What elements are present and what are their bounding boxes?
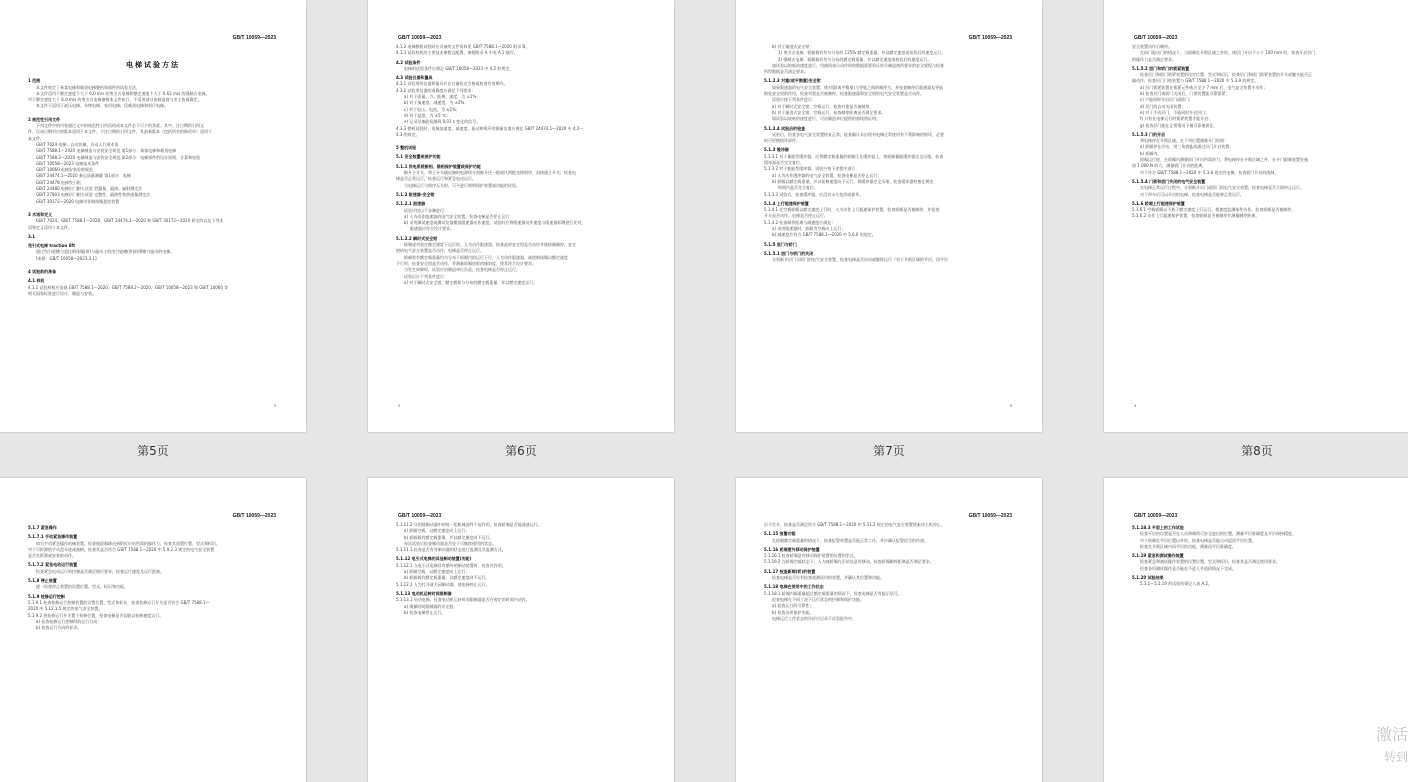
body-line: a) 人为动作限速器的电气安全装置，检查电梯是否停止运行；: [404, 213, 514, 219]
standard-code: GB/T 10059—2023: [398, 35, 442, 41]
body-line: 如试验以较低的速度进行，可由制造单位提供的曲线图证明。: [772, 116, 880, 122]
body-line: 4.1.3 试验样机的主要技术参数及配置，参照附录 A 中表 A.1 填写。: [396, 50, 518, 56]
body-line: a) 测量时间限制器的设定值；: [404, 603, 458, 609]
body-line: 每次试验后检查制动器是否处于可继续使用的状态。: [404, 540, 496, 546]
body-line: 当发生故障时，试验应由制造单位负责，检查电梯是否停止运行。: [404, 267, 520, 273]
activation-watermark: [1376, 724, 1408, 768]
body-line: b) 轿厢以额定载重量，并以检修速度向下运行，将缓冲器完全压缩，检查缓冲器柱塞在规定: [772, 178, 934, 184]
body-line: 5.1.9.1 检查检修运行控制装置的设置位置、型式和标识，检查检修运行开关是否符合 GB/T 7588.1—: [28, 599, 210, 605]
body-line: 5.1.1～5.1.19 的试验结果记入表 A.2。: [1140, 581, 1212, 587]
body-line: a) 人为动作缓冲器的电气安全装置，检查电梯是否停止运行；: [772, 172, 882, 178]
body-line: 试验后，检查各电气安全装置恢复正常，检查确认未出现对电梯正常使用有不利影响的损坏，必要: [772, 131, 944, 137]
body-line: 对于停车后可以开启的电梯，检查电梯是否能够正常运行。: [1140, 191, 1244, 197]
body-line: 下行时，检查安全钳是否动作，并测量轿厢底板的倾斜度，使其符合设计要求。: [396, 260, 536, 266]
body-line: [来源：GB/T 10058—2023,3.1]: [36, 255, 97, 261]
body-line: GB/T 24480 电梯层门耐火试验 泄漏量、隔热、辐射测定法: [36, 186, 143, 192]
body-line: b) 检查层门或轿门关闭后，门锁装置能可靠锁紧；: [1140, 91, 1230, 97]
watermark-line-2: 转到: [1383, 750, 1408, 764]
body-line: 检查层门和轿门锁紧装置的设定位置、型式和标识，检查层门和轿门锁紧装置的开关或触头能否正: [1140, 72, 1312, 78]
page-thumbnail-8[interactable]: [1104, 0, 1408, 432]
body-line: c) 对于电压、电流，为 ±1%；: [404, 106, 460, 112]
body-line: 2020 中 5.12.1.5 规定的电气安全装置。: [28, 606, 103, 612]
body-line: 检查在开锁区域内再平层的功能，测量再平层准确度。: [1140, 543, 1236, 549]
section-heading: 3 术语和定义: [28, 211, 53, 217]
printed-page-number: 2: [398, 403, 401, 408]
spacer: [28, 205, 278, 209]
page-label-8[interactable]: 第8页: [1241, 444, 1273, 458]
standard-code: GB/T 10059—2023: [398, 513, 442, 519]
standard-code: GB/T 10059—2023: [968, 35, 1012, 41]
page-body: [28, 44, 278, 297]
page-body: [764, 44, 1014, 264]
body-line: 5.1.11.3 检查是否有对制动器的状态进行监测及其监测方式。: [396, 547, 506, 553]
body-line: 轿厢运行时，在轿厢内测量轿门开启所需的力，将电梯停在开锁区域之外，在开门限制装置处施: [1140, 157, 1308, 163]
section-heading: 5.1.5.1 层门与轿门的关闭: [764, 250, 814, 256]
body-line: GB/T 7024 电梯、自动扶梯、自动人行道术语: [36, 141, 119, 147]
body-line: 2) 强制式电梯，轿厢载有均匀分布的额定载重量，并以额定速度或检验后的速度运行。: [778, 56, 932, 62]
body-line: GB/T 24478 电梯曳引机: [36, 179, 81, 185]
body-line: 轿厢装有额定载重量均匀分布于轿厢内的运行下行，人为动作限速器，或使钢丝绳以额定速度: [404, 254, 568, 260]
body-line: GB/T 10058—2023 电梯技术条件: [36, 160, 100, 166]
body-line: c) 不能同时开启层门或轿门；: [1140, 97, 1194, 103]
standard-code: GB/T 10059—2023: [1134, 35, 1178, 41]
body-line: 如果限速器的电气安全装置，使对重(或平衡重)与导轨之间的制停力，并检查制停后限速器及导轨: [772, 84, 944, 90]
body-line: 1) 曳引式电梯，轿厢载有均匀分布的 125% 额定载重量，并以额定速度或检验后的速度运行；: [778, 50, 946, 56]
body-line: 将电梯停在开锁区域，在下列位置测量开门时间：: [1140, 138, 1228, 144]
body-line: 对于可拆卸的手动盘车轮或曲柄，检查其是否符合 GB/T 7588.1—2020 中 5.9.2.3 规定的电气安全装置: [28, 546, 215, 552]
section-heading: 5.1.7.2 紧急电动运行装置: [28, 562, 78, 568]
body-line: 缓冲器是否完全复位。: [764, 160, 804, 166]
section-heading: 5.1.5.3 门的开启: [1132, 131, 1166, 137]
body-line: 检查电梯在不同工况下运行状态的控制和保护功能。: [772, 596, 864, 602]
spacer: [396, 138, 646, 142]
body-line: 梯是否正常运行，检查运行和紧急电动运行。: [396, 176, 476, 182]
body-line: b) 轿厢载有额定载重量，以额定速度向下运行。: [404, 575, 490, 581]
body-line: 5.1.9.2 将检修运行开关置于检修位置，检查电梯是否仅能以检修速度运行。: [28, 612, 164, 618]
body-line: 加 1 000 N 的力，测量轿门开启的距离。: [1132, 163, 1207, 169]
spacer: [28, 262, 278, 266]
body-line: 5.1.16.2 在轿厢空载状态下，人为使轿厢在层站处意外移动，检查轿厢制停距离是否满足要求。: [764, 559, 934, 565]
page-thumbnail-12[interactable]: [1104, 478, 1408, 782]
section-heading: 5.1.4 上行超速保护装置: [764, 200, 809, 206]
body-line: a) 对于瞬时式安全钳，空载运行，检查对重是否被制停。: [772, 103, 874, 109]
body-line: a) 采用限速器时，轿厢为空载向上运行；: [772, 226, 846, 232]
page-thumbnail-5[interactable]: [0, 0, 306, 432]
body-line: 在轿厢额定载重量的情况下，检查报警装置是否能正常工作，并应确认报警信号的传递。: [772, 537, 928, 543]
body-line: 检查电梯是否设有检查或测试用的装置，并确认其位置和功能。: [772, 575, 884, 581]
body-line: GB/T 7588.2—2020 电梯制造与安装安全规范 第2部分：电梯部件的设计原则、计算和检验: [36, 154, 201, 160]
body-line: 逐一检查停止装置的设置位置、型式、标识和功能。: [36, 584, 128, 590]
body-line: a) 层门锁紧装置在锁紧元件啮合至少 7 mm 后，电气安全装置才动作；: [1140, 84, 1268, 90]
body-line: 4.3.1 试验用的仪器和量具应在计量检定合格或校准有效期内。: [396, 81, 508, 87]
section-heading: 4.3 试验仪器和量具: [396, 75, 433, 81]
body-line: GB/T 7024、GB/T 7588.1—2020、GB/T 24474.1—2020 和 GB/T 30172—2020 界定的以及下列术: [36, 218, 224, 224]
body-line: b) 检查运行方向的标识。: [36, 625, 82, 631]
section-heading: 5.1.7 紧急操作: [28, 525, 57, 530]
body-line: 4.3.3 整机试验时，电梯加速度、减速度、振动和噪声的测量仪器应满足 GB/T 24474.1—2020 中 4.2～: [396, 125, 584, 131]
body-line: GB/T 30172—2020 电梯用非钢丝绳悬挂装置: [36, 198, 120, 204]
body-line: 断开主开关，将主开关输出端的电源线分别断开任一根或任两根交换相序，再接通主开关，检查电: [404, 170, 576, 176]
section-heading: 5.1.12 电引式电梯的其他制动装置(功能): [396, 556, 472, 562]
body-line: 5.1.4.1 在空载轿厢以额定速度上行时，人为动作上行超速保护装置，检查轿厢是否被制停，并检查: [764, 207, 940, 213]
body-line: b) 轿厢内。: [1140, 150, 1162, 156]
body-line: 所得数据是否满足要求。: [764, 69, 808, 75]
body-line: 本文件适用于额定速度不大于 6.0 m/s 的曳引式电梯和额定速度不大于 0.63 m/s 的强制式电梯。: [36, 90, 210, 96]
body-line: 在轿门驱动门的情况下，当轿厢在开锁区域之外时，使层门开启不小于 100 mm 时，检查开启层门: [1140, 50, 1316, 56]
page-body: [1132, 44, 1382, 220]
section-heading: 5.1.19 紧急和测试操作装置: [1132, 553, 1184, 559]
printed-page-number: 3: [273, 403, 276, 408]
body-line: b) 检查电梯停止运行。: [404, 609, 446, 615]
section-heading: 5.1.3 缓冲器: [764, 147, 789, 153]
section-heading: 4.2 试验条件: [396, 59, 421, 65]
section-heading: 5 整机试验: [396, 145, 417, 151]
section-heading: 5.1.17 检查新厢(轿)的装置: [764, 568, 816, 574]
page-thumbnail-9[interactable]: [0, 478, 306, 782]
body-line: GB/T 7588.1—2020 电梯制造与安装安全规范 第1部分：乘客电梯和载货电梯: [36, 148, 177, 154]
body-line: 5.1.6.1 空载轿厢以不低于额定速度上行运行，使速度监测部件动作，检查轿厢是否被制停。: [1132, 207, 1296, 213]
section-heading: 4.1 样机: [28, 278, 45, 284]
body-line: 本文件不适用于液压电梯、杂物电梯、家用电梯、仅载货电梯和斜行电梯。: [36, 103, 168, 109]
section-heading: 曳引式电梯 traction lift: [28, 243, 76, 249]
body-line: b) 轿厢载有额定载重量，并以额定速度向下运行。: [404, 534, 494, 540]
document-title: 电梯试验方法: [126, 61, 180, 69]
section-heading: 5.1.2.3 对重(或平衡重)安全钳: [764, 78, 821, 84]
body-line: f) 只有在电梯运行时锁紧装置才能开启；: [1140, 116, 1213, 122]
section-heading: 5.1.5.4 门锁和层门关闭的电气安全装置: [1132, 178, 1206, 184]
spacer: [28, 110, 278, 114]
section-heading: 5.1.5.2 层门和轿门的锁紧装置: [1132, 65, 1190, 71]
section-heading: 5.1.5 层门与轿门: [764, 241, 797, 247]
watermark-line-1: 激活: [1375, 725, 1408, 744]
body-line: 5.1.3.3 试验后，检查缓冲器，应没有永久变形或损坏。: [764, 191, 864, 197]
section-heading: 2 规范性引用文件: [28, 116, 61, 122]
body-line: 时间内是否完全复位。: [778, 185, 818, 191]
body-line: 确动作，检查层门门锁装置与 GB/T 7588.1—2020 中 5.3.9 的规定。: [1132, 78, 1259, 84]
body-line: 分别断开层门与轿门的电气安全装置，检查电梯是否启动或继续运行（对于开锁区域的平层，再平层: [772, 257, 948, 263]
standard-code: GB/T 10059—2023: [968, 513, 1012, 519]
section-heading: 1 范围: [28, 78, 41, 84]
body-line: 防坠安全钳的作用，检查对重是否被制停，检查限速器和安全钳的电气安全装置是否动作。: [764, 91, 924, 97]
body-line: 对于符合 GB/T 7588.1—2020 中 5.3.8 规定的电梯，检查轿门开启的限制。: [1140, 169, 1279, 175]
body-line: 件，仅该日期对应的版本适用于本文件；不注日期的引用文件，其最新版本（包括所有的修改单）适用于: [28, 129, 212, 135]
section-heading: 5.1.2.1 限速器: [396, 201, 426, 207]
body-line: b) 对于加速度、减速度，为 ±2%；: [404, 100, 469, 106]
page-body: [1132, 522, 1382, 588]
body-line: e) 记录设备能检测到 0.01 s 变化的信号。: [404, 119, 481, 125]
standard-code: GB/T 10059—2023: [232, 513, 276, 519]
section-heading: 5.1.6 轿厢上行超速保护装置: [1132, 200, 1185, 206]
section-heading: 5.1.8 停止装置: [28, 578, 57, 584]
section-heading: 4 试验前的准备: [28, 269, 57, 275]
body-line: 5.1.12.1 当电引式电梯设有额外的制动装置时，检查其作用。: [396, 562, 506, 568]
body-line: 相关国家标准进行设计、制造与安装。: [28, 290, 96, 296]
body-line: GB/T 24474.1—2020 乘运质量测量 第1部分：电梯: [36, 173, 131, 179]
body-line: a) 检查运行的可靠性；: [772, 603, 814, 609]
body-line: 开关是否动作，电梯是否停止运行。: [764, 213, 828, 219]
body-line: 如试验以较低的速度进行，用曲线表示动作时的数据需要验证符合制造商所要求的安全规程与检查: [772, 62, 944, 68]
section-heading: 5.1.1 供电系统断相、错相保护装置或保护功能: [396, 163, 481, 169]
page-thumbnail-11[interactable]: [736, 478, 1042, 782]
body-line: 4.3 的规定。: [396, 131, 420, 137]
body-line: 电梯运行工作状态的评价应记录于试验报告中。: [772, 615, 856, 621]
body-line: b) 检查各项保护功能。: [772, 609, 814, 615]
standard-code: GB/T 10059—2023: [1134, 513, 1178, 519]
body-line: 试验后应下列条件进行：: [404, 273, 448, 279]
standard-code: GB/T 10059—2023: [232, 35, 276, 41]
body-line: GB/T 10060 电梯安装验收规范: [36, 167, 93, 173]
body-line: 检查平层的设置是否在人员和载荷可安全进出的位置，测量平层准确度及平层保持精度。: [1140, 531, 1296, 537]
page-thumbnail-6[interactable]: [368, 0, 674, 432]
body-line: 下列文件中的内容通过文中的规范性引用而构成本文件必不可少的条款。其中，注日期的引用文: [36, 123, 204, 129]
section-heading: 5.1.18.3 平层上的工作试验: [1132, 525, 1184, 530]
section-heading: 5.1.2.4 试验后的检查: [764, 125, 806, 131]
page-label-5[interactable]: 第5页: [137, 444, 169, 458]
body-line: 通过曳引轮槽与悬挂钢丝绳(带)与驱动主机曳引轮槽(带)的摩擦力驱动的电梯。: [36, 249, 175, 255]
body-line: 如为手动紧急操作机械装置，检查使轿厢移动到附近层站所需的操作力，检查其放置位置、型式和标识。: [36, 540, 220, 546]
body-line: 在电梯正常运行过程中，分别断开层门或轿门的电气安全装置，检查电梯是否立即停止运行。: [1140, 185, 1304, 191]
body-line: 检查各项测试操作是否能在不进入井道的情况下完成。: [1140, 565, 1236, 571]
section-heading: 5.1.9 检修运行控制: [28, 593, 65, 599]
body-line: 试验应按下列条件进行：: [772, 97, 816, 103]
body-line: 5.1.11.2 分别使制动器中的每一组机械部件不起作用，检查轿厢是否能减速运行。: [396, 522, 542, 527]
body-line: 4.3.2 试验用仪器的准确度应满足下列要求：: [396, 87, 476, 93]
body-line: 钳的电气安全装置是否动作，电梯是否停止运行。: [396, 248, 484, 254]
body-line: d) 对于温度，为 ±5 ℃；: [404, 112, 451, 118]
page-body: [396, 44, 646, 286]
body-line: 5.1.13.1 启动电梯，检查电动机运转时间限制器是否在规定的时间内动作。: [396, 597, 530, 603]
body-line: 检查紧急和测试操作装置的设置位置、型式和标识，检查其是否满足使用要求。: [1140, 559, 1280, 565]
body-line: a) 轿厢停在层站，用三角钥匙或通过层门开启装置；: [1140, 144, 1234, 150]
body-line: 5.1.12.2 人为打开或关闭制动器，使电梯停止运行。: [396, 581, 490, 587]
body-line: d) 层门的自动关闭装置；: [1140, 103, 1186, 109]
body-line: 本文件。: [28, 135, 44, 141]
body-line: 5.1.16.1 检查轿厢意外移动保护装置的设置和型式。: [764, 553, 858, 559]
body-line: 安全装置动作后制停。: [1132, 44, 1172, 49]
page-label-6[interactable]: 第6页: [505, 444, 537, 458]
body-line: 电梯的试验条件应满足 GB/T 10058—2023 中 4.2 的规定。: [404, 65, 514, 71]
body-line: b) 对于渐进式安全钳：: [772, 44, 814, 49]
section-heading: 3.1: [28, 233, 36, 239]
body-line: 5.1.6.2 动作上行超速保护装置，检查轿厢是否被制停并测量制停距离。: [1132, 213, 1260, 219]
body-line: GB/T 27903 电梯层门耐火试验 完整性、隔热性和热通量测定法: [36, 192, 151, 198]
section-heading: 5.1.2 限速器-安全钳: [396, 191, 435, 197]
page-label-7[interactable]: 第7页: [873, 444, 905, 458]
body-line: 是否在拆卸或安装前动作。: [28, 553, 76, 559]
body-line: g) 检查层门能在正常情况下被可靠地锁住。: [1140, 122, 1218, 128]
body-line: 当电梯运行与相序无关时，可不进行错相保护装置或功能的试验。: [404, 182, 520, 188]
body-line: 时可更换损坏部件。: [764, 138, 800, 144]
body-line: 4.1.2 电梯整机试验时应具备的文件资料见 GB/T 7588.1—2020 附录 B。: [396, 44, 530, 49]
page-thumbnail-7[interactable]: [736, 0, 1042, 432]
section-heading: 5.1.2.2 瞬时式安全钳: [396, 235, 438, 241]
body-line: 本文件规定了乘客电梯和载货电梯整机和部件的试验方法。: [36, 84, 140, 90]
body-line: 语和定义适用于本文件。: [28, 224, 72, 230]
page-body: [396, 522, 646, 616]
section-heading: 5.1.20 试验结果: [1132, 575, 1164, 581]
body-line: b) 对于渐进式安全钳，空载运行，检查制停距离是否满足要求。: [772, 109, 886, 115]
body-line: 轿厢或对重在额定速度下运行时，人为动作限速器，检查此时安全钳是否动作并使轿厢制停，安全: [404, 242, 576, 248]
body-line: 对于轿厢在平层位置以外时，检查电梯是否能自动返回平层位置。: [1140, 537, 1256, 543]
page-body: [28, 522, 278, 631]
section-heading: 5.1.13 电动机运转时间限制器: [396, 590, 452, 596]
body-line: 5.1.3.1 对于蓄能型缓冲器，应将额定载重量的轿厢压在缓冲器上，使轿厢蓄能缓冲器完全压缩，检查: [764, 153, 944, 159]
body-line: a) 对于瞬时式安全钳，额定载荷与分布的额定载重量，并以额定速度运行。: [404, 279, 538, 285]
section-heading: 5.1.18 电梯在使用中的工作状态: [764, 584, 824, 590]
body-line: 层不打开，检查是否满足符合 GB/T 7588.1—2020 中 5.11.2 规定的电气安全装置使驱动主机停止。: [764, 522, 945, 527]
section-heading: 5.1.15 报警功能: [764, 531, 796, 537]
body-line: a) 对于质量、力、距离、速度，为 ±1%；: [404, 94, 481, 100]
body-line: 试验应按以下步骤进行：: [404, 207, 448, 213]
body-line: 的操作力是否满足要求。: [1132, 56, 1176, 62]
section-heading: 5.1.16 轿厢意外移动保护装置: [764, 546, 820, 552]
body-line: a) 检查检修运行控制时的运行方向；: [36, 618, 102, 624]
body-line: 对于额定速度大于 6.0 m/s 的曳引式电梯参照本文件执行，不适用部分由制造商与业主协商确定。: [28, 97, 202, 103]
body-line: 5.1.18.1 轿厢内载重量超过额定载重量的情况下，检查电梯是否有提示信号。: [764, 590, 902, 596]
printed-page-number: 5: [1009, 403, 1012, 408]
page-thumbnail-10[interactable]: [368, 478, 674, 782]
body-line: e) 对于手动层门，不能同时开启层门；: [1140, 109, 1210, 115]
body-line: 5.1.4.2 检查制停距离与减速度应满足：: [764, 219, 836, 225]
printed-page-number: 4: [1134, 403, 1137, 408]
body-line: a) 轿厢空载，以额定速度向上运行；: [404, 528, 470, 534]
page-body: [764, 522, 1014, 622]
section-heading: 5.1 安全装置或保护功能: [396, 154, 441, 160]
body-line: b) 采用测试速度或测试仪器模拟限速器动作速度，试验时应将限速器动作速度与限速器标牌进行比对，: [404, 220, 586, 226]
body-line: 检查紧急电动运行的控制是否满足相应要求，检查运行速度及运行距离。: [36, 568, 164, 574]
body-line: a) 轿厢空载，以额定速度向上运行；: [404, 569, 470, 575]
section-heading: 5.1.7.1 手动紧急操作装置: [28, 534, 78, 540]
body-line: 限速器应符合设计要求。: [410, 226, 454, 232]
body-line: 5.1.3.2 对于耗能型缓冲器，试验应按下述程序进行：: [764, 166, 860, 172]
body-line: 4.1.1 试验样机应依据 GB/T 7588.1—2020、GB/T 7588.2—2020、GB/T 10058—2023 和 GB/T 10060 等: [28, 284, 229, 290]
body-line: b) 减速度应符合 GB/T 7588.1—2020 中 5.6.6 的规定。: [772, 232, 876, 238]
